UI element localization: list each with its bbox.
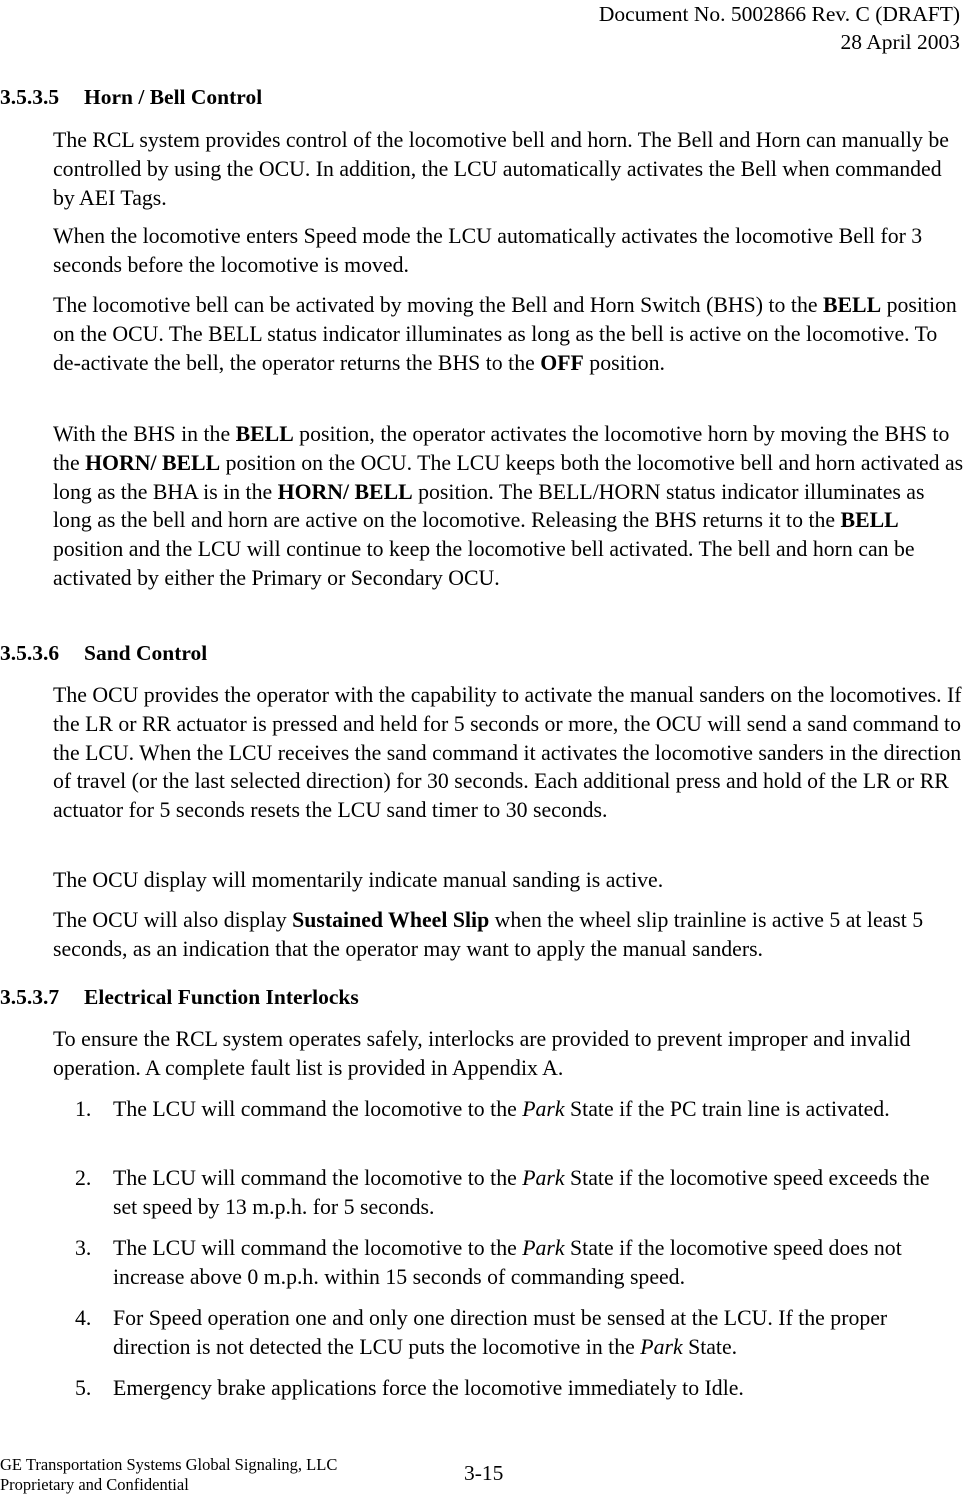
list-number: 4. (75, 1306, 92, 1330)
bold-term: BELL (822, 293, 882, 317)
list-number: 2. (75, 1166, 92, 1190)
section-number: 3.5.3.5 (0, 85, 60, 109)
section-heading-electrical-interlocks (0, 983, 359, 1011)
text-run: position. The BELL/HORN status indicator illuminates as long as the bell and horn are active on the locomotive. Releasing the BHS returns it to the (53, 479, 925, 533)
paragraph: The OCU provides the operator with the capability to activate the manual sanders on the locomotives. If the LR or RR actuator is pressed and held for 5 seconds or more, the OCU will send a sand command to the LCU. When the LCU receives the sand command it activates the locomotive sanders in the direction of travel (or the last selected direction) for 30 seconds. Each additional press and hold of the LR or RR actuator for 5 seconds resets the LCU sand timer to 30 seconds. (53, 683, 962, 823)
bold-term: BELL (235, 422, 294, 446)
page-number: 3-15 (464, 1461, 504, 1485)
text-run: With the BHS in the (53, 422, 236, 446)
text-run: position on the OCU. The LCU keeps both the locomotive bell and horn activated as long as the BHA is in the (53, 450, 964, 504)
section-title: Horn / Bell Control (84, 85, 263, 109)
text-run: State if the locomotive speed does not increase above 0 m.p.h. within 15 seconds of commanding speed. (113, 1236, 902, 1289)
document-date: 28 April 2003 (840, 30, 960, 54)
text-run: The OCU will also display (53, 908, 293, 932)
section-number: 3.5.3.6 (0, 641, 60, 665)
text-run: The LCU will command the locomotive to the (113, 1097, 523, 1121)
section-heading-horn-bell (0, 83, 262, 111)
text-run: when the wheel slip trainline is active 5 at least 5 seconds, as an indication that the operator may want to apply the manual sanders. (53, 908, 924, 961)
list-number: 1. (75, 1097, 92, 1121)
text-run: For Speed operation one and only one direction must be sensed at the LCU. If the proper direction is not detected the LCU puts the locomotive in the (113, 1306, 888, 1359)
paragraph: To ensure the RCL system operates safely, interlocks are provided to prevent improper and invalid operation. A complete fault list is provided in Appendix A. (53, 1027, 911, 1080)
italic-term: Park (522, 1166, 565, 1190)
document-header (599, 0, 960, 56)
text-run: The locomotive bell can be activated by moving the Bell and Horn Switch (BHS) to the (53, 293, 823, 317)
italic-term: Park (522, 1097, 565, 1121)
text-run: The LCU will command the locomotive to the (113, 1236, 523, 1260)
bold-term: Sustained Wheel Slip (292, 908, 490, 932)
paragraph: When the locomotive enters Speed mode the LCU automatically activates the locomotive Bell for 3 seconds before the locomotive is moved. (53, 224, 923, 277)
section-number: 3.5.3.7 (0, 985, 60, 1009)
document-number: Document No. 5002866 Rev. C (DRAFT) (598, 2, 960, 26)
paragraph (53, 906, 964, 964)
paragraph: The OCU display will momentarily indicate manual sanding is active. (53, 868, 664, 892)
list-item (75, 1095, 955, 1124)
list-item (75, 1304, 955, 1362)
text-run: State. (682, 1334, 738, 1359)
list-number: 3. (75, 1236, 92, 1260)
paragraph (53, 420, 964, 593)
paragraph: The RCL system provides control of the locomotive bell and horn. The Bell and Horn can manually be controlled by using the OCU. In addition, the LCU automatically activates the Bell when commanded by AEI Tags. (53, 128, 949, 210)
text-run: State if the locomotive speed exceeds the set speed by 13 m.p.h. for 5 seconds. (113, 1166, 930, 1219)
italic-term: Park (522, 1236, 565, 1260)
section-title: Electrical Function Interlocks (84, 985, 359, 1009)
list-number: 5. (75, 1376, 92, 1400)
bold-term: BELL (840, 508, 899, 533)
text-run: The LCU will command the locomotive to the (113, 1166, 523, 1190)
list-item (75, 1164, 955, 1222)
footer-confidentiality: Proprietary and Confidential (0, 1475, 189, 1494)
text-run: Emergency brake applications force the locomotive immediately to Idle. (113, 1376, 744, 1400)
bold-term: OFF (540, 350, 584, 375)
footer-company: GE Transportation Systems Global Signaling, LLC (0, 1455, 338, 1474)
footer-company-info (0, 1455, 337, 1495)
text-run: position. (583, 350, 665, 375)
paragraph (53, 291, 964, 377)
italic-term: Park (640, 1334, 683, 1359)
text-run: position, the operator activates the locomotive horn by moving the BHS to the (53, 422, 950, 475)
section-heading-sand-control (0, 639, 207, 667)
bold-term: HORN/ BELL (85, 450, 221, 475)
list-item (75, 1234, 955, 1292)
text-run: position and the LCU will continue to keep the locomotive bell activated. The bell and horn can be activated by either the Primary or Secondary OCU. (53, 537, 915, 590)
list-item (75, 1374, 955, 1403)
bold-term: HORN/ BELL (277, 479, 413, 504)
text-run: position on the OCU. The BELL status indicator illuminates as long as the bell is active on the locomotive. To de-activate the bell, the operator returns the BHS to the (53, 293, 957, 375)
section-title: Sand Control (84, 641, 208, 665)
text-run: State if the PC train line is activated. (564, 1097, 890, 1121)
